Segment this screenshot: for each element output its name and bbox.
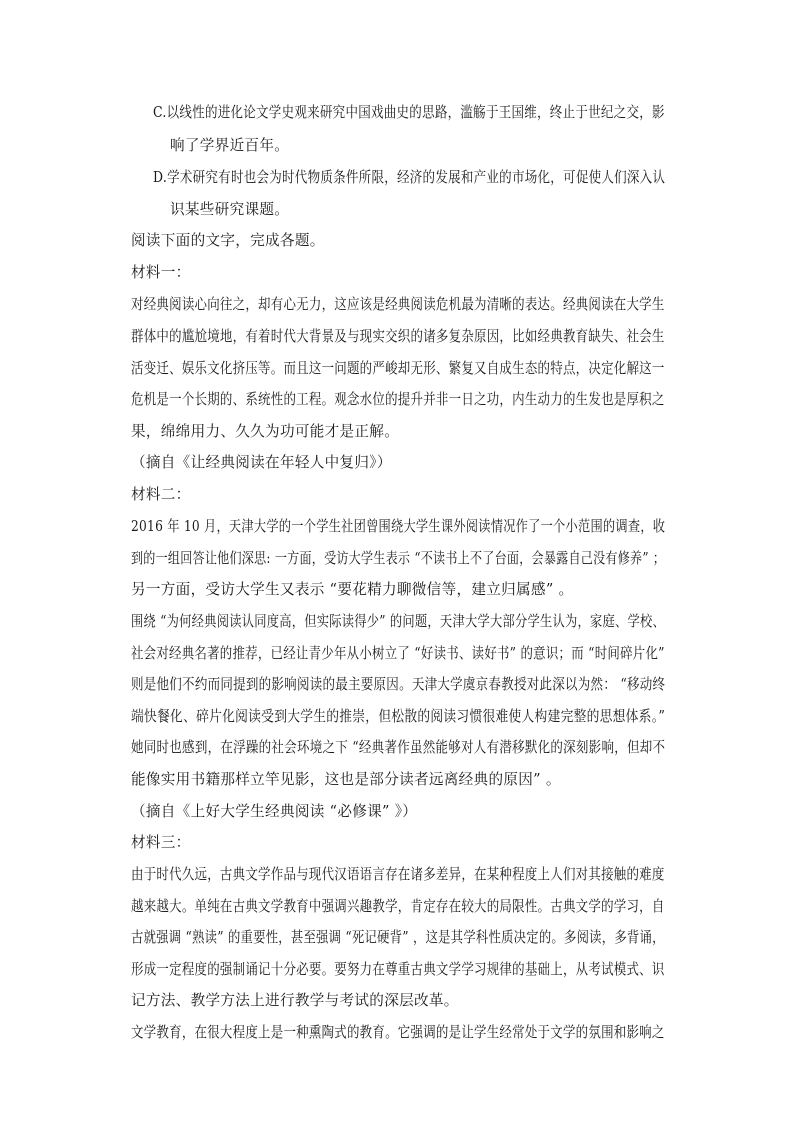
- material-3-line: 形成一定程度的强制诵记十分必要。要努力在尊重古典文学学习规律的基础上，从考试模式、识: [131, 961, 665, 978]
- material-1-line: 危机是一个长期的、系统性的工程。观念水位的提升并非一日之功，内生动力的生发也是厚积之: [131, 391, 665, 408]
- material-2-line: 2016 年 10 月，天津大学的一个学生社团曾围绕大学生课外阅读情况作了一个小范围的调查，收: [131, 518, 666, 535]
- material-1-line: 对经典阅读心向往之，却有心无力，这应该是经典阅读危机最为清晰的表达。经典阅读在大学生: [131, 296, 665, 313]
- material-2-line: 另一方面，受访大学生又表示 “要花精力聊微信等，建立归属感” 。: [131, 581, 574, 598]
- material-2-heading: 材料二：: [131, 486, 191, 503]
- material-3-line: 古就强调 “熟读” 的重要性，甚至强调 “死记硬背” ，这是其学科性质决定的。多阅读，多背诵，: [131, 929, 665, 946]
- material-1-line: 群体中的尴尬境地，有着时代大背景及与现实交织的诸多复杂原因，比如经典教育缺失、社会生: [131, 328, 665, 345]
- material-3-line: 越来越大。单纯在古典文学教育中强调兴趣教学，肯定存在较大的局限性。古典文学的学习，自: [131, 898, 665, 915]
- material-2-line: 端快餐化、碎片化阅读受到大学生的推崇，但松散的阅读习惯很难使人构建完整的思想体系。”: [131, 708, 666, 725]
- option-d-line-1: D.学术研究有时也会为时代物质条件所限，经济的发展和产业的市场化，可促使人们深入认: [153, 169, 666, 186]
- material-2-line: 围绕 “为何经典阅读认同度高，但实际读得少” 的问题，天津大学大部分学生认为，家庭、学校、: [131, 613, 666, 630]
- material-2-line: 到的一组回答让他们深思: 一方面，受访大学生表示 “不读书上不了台面，会暴露自己没有修养” ；: [131, 550, 666, 567]
- material-2-source: （摘自《上好大学生经典阅读 “必修课” 》）: [131, 803, 418, 820]
- material-1-line: 果，绵绵用力、久久为功可能才是正解。: [131, 423, 400, 440]
- material-3-heading: 材料三：: [131, 834, 191, 851]
- material-1-source: （摘自《让经典阅读在年轻人中复归》）: [131, 454, 392, 471]
- option-c-line-2: 响了学界近百年。: [170, 137, 290, 154]
- option-c-line-1: C.以线性的进化论文学史观来研究中国戏曲史的思路，滥觞于王国维，终止于世纪之交，影: [153, 104, 665, 121]
- material-2-line: 她同时也感到，在浮躁的社会环境之下 “经典著作虽然能够对人有潜移默化的深刻影响，但却不: [131, 739, 666, 756]
- option-d-line-2: 识某些研究课题。: [170, 201, 290, 218]
- reading-instruction: 阅读下面的文字，完成各题。: [131, 232, 325, 249]
- material-2-line: 能像实用书籍那样立竿见影，这也是部分读者远离经典的原因” 。: [131, 771, 561, 788]
- material-1-line: 活变迁、娱乐文化挤压等。而且这一问题的严峻却无形、繁复又自成生态的特点，决定化解这一: [131, 360, 665, 377]
- material-2-line: 社会对经典名著的推荐，已经让青少年从小树立了 “好读书、读好书” 的意识；而 “时间碎片化”: [131, 645, 665, 662]
- material-1-heading: 材料一：: [131, 264, 191, 281]
- material-2-line: 则是他们不约而同提到的影响阅读的最主要原因。天津大学虞京春教授对此深以为然： “移动终: [131, 676, 666, 693]
- material-3-line: 记方法、教学方法上进行教学与考试的深层改革。: [131, 992, 459, 1009]
- material-3-line: 文学教育，在很大程度上是一种熏陶式的教育。它强调的是让学生经常处于文学的氛围和影响之: [131, 1024, 665, 1041]
- material-3-line: 由于时代久远，古典文学作品与现代汉语语言存在诸多差异，在某种程度上人们对其接触的难度: [131, 866, 665, 883]
